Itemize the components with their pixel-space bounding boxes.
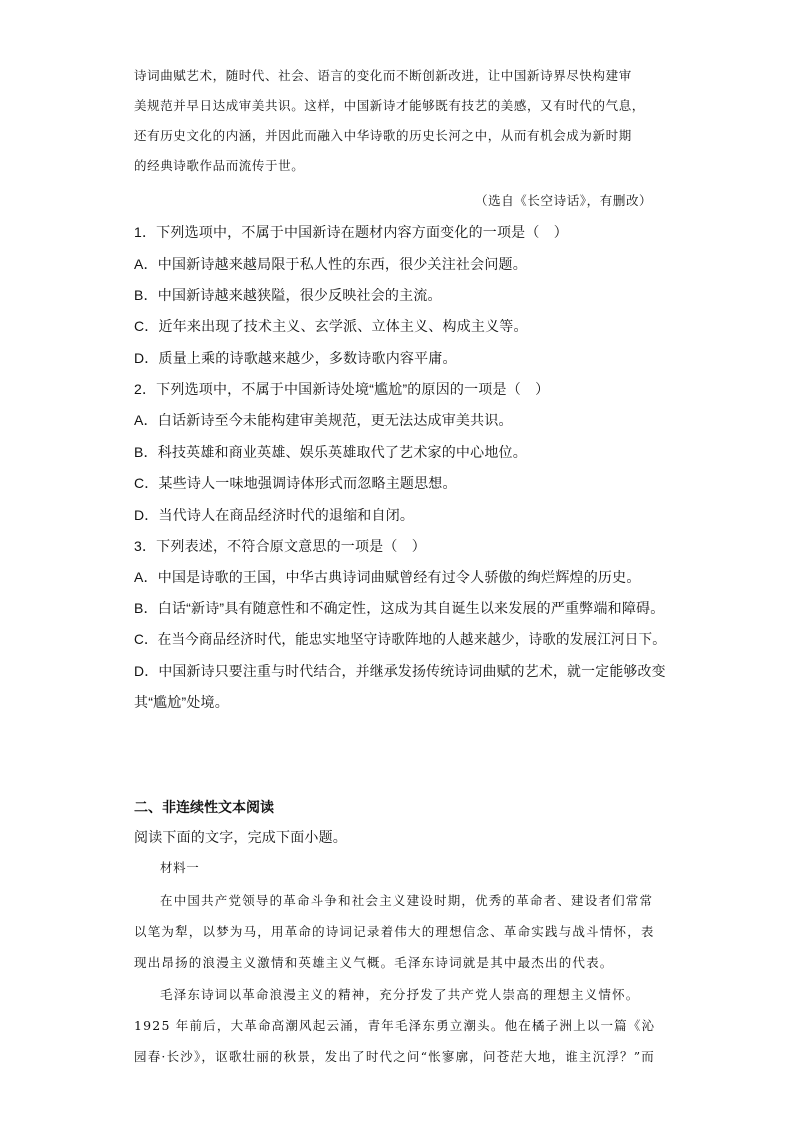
material-line: 在中国共产党领导的革命斗争和社会主义建设时期，优秀的革命者、建设者们常常 bbox=[160, 893, 654, 908]
question-stem: 3．下列表述，不符合原文意思的一项是（ ） bbox=[134, 538, 426, 554]
passage-line: 的经典诗歌作品而流传于世。 bbox=[134, 158, 305, 173]
passage-source: （选自《长空诗话》，有删改） bbox=[475, 193, 653, 208]
question-option: C．在当今商品经济时代，能忠实地坚守诗歌阵地的人越来越少，诗歌的发展江河日下。 bbox=[134, 631, 666, 647]
question-stem: 1．下列选项中，不属于中国新诗在题材内容方面变化的一项是（ ） bbox=[134, 224, 568, 240]
section-instruction: 阅读下面的文字，完成下面小题。 bbox=[134, 829, 347, 845]
question-option: A．中国是诗歌的王国，中华古典诗词曲赋曾经有过令人骄傲的绚烂辉煌的历史。 bbox=[134, 569, 641, 585]
question-option: C．近年来出现了技术主义、玄学派、立体主义、构成主义等。 bbox=[134, 318, 528, 334]
question-stem: 2．下列选项中，不属于中国新诗处境“尴尬”的原因的一项是（ ） bbox=[134, 381, 550, 397]
question-option: B．白话“新诗”具有随意性和不确定性，这成为其自诞生以来发展的严重弊端和障碍。 bbox=[134, 600, 665, 616]
material-line: 以笔为犁，以梦为马，用革命的诗词记录着伟大的理想信念、革命实践与战斗情怀，表 bbox=[134, 924, 655, 939]
material-line: 园春·长沙》，讴歌壮丽的秋景，发出了时代之问“怅寥廓，问苍茫大地，谁主沉浮？”而 bbox=[134, 1049, 656, 1064]
question-option: B．科技英雄和商业英雄、娱乐英雄取代了艺术家的中心地位。 bbox=[134, 444, 527, 460]
material-line: 毛泽东诗词以革命浪漫主义的精神，充分抒发了共产党人崇高的理想主义情怀。 bbox=[160, 987, 640, 1002]
question-option: D．中国新诗只要注重与时代结合，并继承发扬传统诗词曲赋的艺术，就一定能够改变 bbox=[134, 663, 666, 679]
passage-line: 诗词曲赋艺术，随时代、社会、语言的变化而不断创新改进，让中国新诗界尽快构建审 bbox=[134, 68, 632, 83]
passage-line: 美规范并早日达成审美共识。这样，中国新诗才能够既有技艺的美感，又有时代的气息， bbox=[134, 98, 645, 113]
question-option: A．白话新诗至今未能构建审美规范，更无法达成审美共识。 bbox=[134, 412, 513, 428]
material-line: 1925 年前后，大革命高潮风起云涌，青年毛泽东勇立潮头。他在橘子洲上以一篇《沁 bbox=[134, 1018, 656, 1033]
question-option: A．中国新诗越来越局限于私人性的东西，很少关注社会问题。 bbox=[134, 256, 527, 272]
question-option: C．某些诗人一味地强调诗体形式而忽略主题思想。 bbox=[134, 475, 457, 491]
question-option: D．质量上乘的诗歌越来越少，多数诗歌内容平庸。 bbox=[134, 350, 457, 366]
passage-line: 还有历史文化的内涵，并因此而融入中华诗歌的历史长河之中，从而有机会成为新时期 bbox=[134, 128, 632, 143]
question-option: D．当代诗人在商品经济时代的退缩和自闭。 bbox=[134, 507, 415, 523]
section-heading: 二、非连续性文本阅读 bbox=[134, 800, 274, 816]
material-label: 材料一 bbox=[160, 860, 200, 875]
question-option: B．中国新诗越来越狭隘，很少反映社会的主流。 bbox=[134, 287, 442, 303]
material-line: 现出昂扬的浪漫主义激情和英雄主义气概。毛泽东诗词就是其中最杰出的代表。 bbox=[134, 955, 614, 970]
question-option: 其“尴尬”处境。 bbox=[134, 694, 229, 710]
